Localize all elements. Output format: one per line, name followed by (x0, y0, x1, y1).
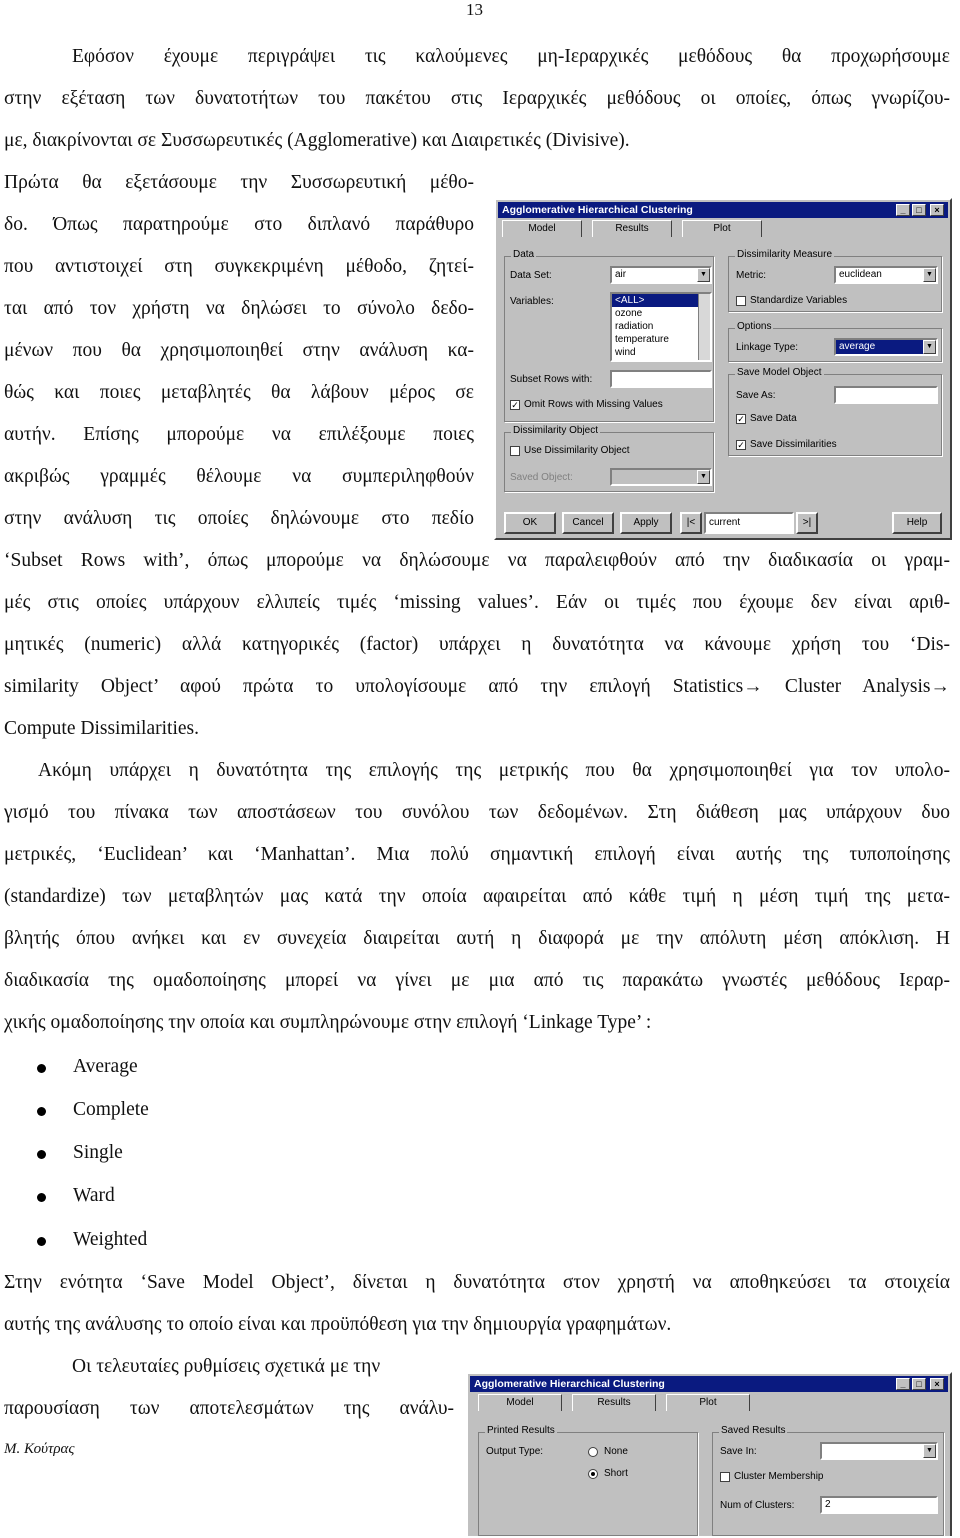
text-line: βλητής όπου ανήκει και εν συνεχεία διαιρείται αυτή η διαφορά με την απόλυτη μέση απόκλιση. Η (4, 928, 950, 949)
data-set-label: Data Set: (510, 270, 552, 281)
output-type-label: Output Type: (486, 1446, 544, 1457)
text-line: similarity Object’ αφού πρώτα το υπολογίσουμε από την επιλογή Statistics→ Cluster Analysis→ (4, 676, 950, 697)
list-item: Single (73, 1142, 123, 1163)
chevron-down-icon: ▼ (697, 470, 710, 484)
save-as-input[interactable] (834, 386, 938, 404)
use-dissimilarity-label: Use Dissimilarity Object (524, 445, 630, 456)
text-line: μητικές (numeric) αλλά κατηγορικές (factor) υπάρχει η δυνατότητα να κάνουμε χρήση του ‘Dis- (4, 634, 950, 655)
subset-rows-label: Subset Rows with: (510, 374, 593, 385)
text-line: μένων που θα χρησιμοποιηθεί στην ανάλυση κα- (4, 340, 474, 361)
text-line: Οι τελευταίες ρυθμίσεις σχετικά με την (72, 1356, 381, 1377)
text-line: ‘Subset Rows with’, όπως μπορούμε να δηλώσουμε να παραλειφθούν από την διαδικασία οι γραμ- (4, 550, 950, 571)
text-line: χικής ομαδοποίησης την οποία και συμπληρώνουμε στην επιλογή ‘Linkage Type’ : (4, 1012, 652, 1033)
close-button[interactable]: × (930, 1378, 944, 1390)
tab-plot[interactable]: Plot (666, 1394, 750, 1411)
metric-label: Metric: (736, 270, 766, 281)
num-clusters-input[interactable]: 2 (820, 1496, 938, 1514)
text-line: Ακόμη υπάρχει η δυνατότητα της επιλογής της μετρικής που θα χρησιμοποιηθεί για τον υπολο- (38, 760, 950, 781)
cluster-membership-label: Cluster Membership (734, 1471, 824, 1482)
bullet-icon (37, 1237, 46, 1246)
chevron-down-icon[interactable]: ▼ (697, 268, 710, 282)
footer-author: Μ. Κούτρας (4, 1441, 75, 1457)
agglomerative-dialog-model (494, 198, 952, 540)
tab-plot[interactable]: Plot (682, 220, 762, 237)
linkage-type-combo[interactable]: average ▼ (834, 338, 938, 356)
text-line: θώς και ποιες μεταβλητές θα λάβουν μέρος σε (4, 382, 474, 403)
save-dissimilarities-checkbox[interactable]: ✓ (737, 440, 745, 450)
text-line: (standardize) των μεταβλητών μας κατά την οποία αφαιρείται από κάθε τιμή η μέση τιμή της μετα- (4, 886, 950, 907)
list-item: Average (73, 1056, 138, 1077)
standardize-checkbox[interactable] (736, 296, 746, 306)
text-line: αυτήν. Επίσης μπορούμε να επιλέξουμε ποιες (4, 424, 474, 445)
save-in-combo[interactable] (820, 1442, 938, 1460)
tab-results[interactable]: Results (572, 1394, 656, 1411)
text-line: Compute Dissimilarities. (4, 718, 199, 739)
bullet-icon (37, 1107, 46, 1116)
data-set-combo[interactable]: air ▼ (610, 266, 712, 284)
agglomerative-dialog-results (466, 1372, 952, 1536)
text-line: μές στις οποίες υπάρχουν ελλιπείς τιμές ‘missing values’. Εάν οι τιμές που έχουμε δεν είναι αριθ- (4, 592, 950, 613)
text-line: στην εξέταση των δυνατοτήτων του πακέτου στις Ιεραρχικές μεθόδους οι οποίες, όπως γνωρίζου- (4, 88, 950, 109)
tab-results[interactable]: Results (592, 220, 672, 237)
text-line: δο. Όπως παρατηρούμε στο διπλανό παράθυρο (4, 214, 474, 235)
saved-object-label: Saved Object: (510, 472, 573, 483)
use-dissimilarity-checkbox[interactable] (510, 446, 520, 456)
dissimilarity-measure-label: Dissimilarity Measure (737, 249, 833, 260)
saved-results-label: Saved Results (721, 1425, 786, 1436)
minimize-button[interactable]: _ (896, 1378, 910, 1390)
text-line: αυτής της ανάλυσης το οποίο είναι και προϋπόθεση για την δημιουργία γραφημάτων. (4, 1314, 672, 1335)
short-radio[interactable] (588, 1469, 598, 1479)
omit-missing-checkbox[interactable]: ✓ (511, 400, 519, 410)
chevron-down-icon[interactable]: ▼ (923, 340, 936, 354)
text-line: παρουσίαση των αποτελεσμάτων της ανάλυ- (4, 1398, 454, 1419)
list-item: Complete (73, 1099, 149, 1120)
dialog-title: Agglomerative Hierarchical Clustering (502, 204, 693, 216)
tab-model[interactable]: Model (478, 1394, 562, 1411)
text-line: διαδικασία της ομαδοποίησης μπορεί να γίνει με μια από τις παρακάτω γνωστές μεθόδους Ιεραρ- (4, 970, 950, 991)
current-field[interactable]: current (704, 512, 794, 534)
apply-button[interactable]: Apply (620, 512, 672, 534)
num-clusters-label: Num of Clusters: (720, 1500, 795, 1511)
save-as-label: Save As: (736, 390, 776, 401)
short-label: Short (604, 1468, 628, 1479)
text-line: στην ανάλυση τις οποίες δηλώνουμε στο πεδίο (4, 508, 474, 529)
list-item: Weighted (73, 1229, 148, 1250)
bullet-icon (37, 1193, 46, 1202)
save-data-label: Save Data (750, 413, 797, 424)
next-button[interactable]: >| (796, 512, 818, 534)
linkage-type-label: Linkage Type: (736, 342, 799, 353)
text-line: Εφόσον έχουμε περιγράψει τις καλούμενες μη-Ιεραρχικές μεθόδους θα προχωρήσουμε (72, 46, 950, 67)
ok-button[interactable]: OK (504, 512, 556, 534)
none-radio[interactable] (588, 1447, 598, 1457)
close-button[interactable]: × (930, 204, 944, 216)
dialog-title-bar (470, 1376, 948, 1392)
chevron-down-icon[interactable]: ▼ (923, 268, 936, 282)
metric-combo[interactable]: euclidean ▼ (834, 266, 938, 284)
text-line: μετρικές, ‘Euclidean’ και ‘Manhattan’. Μια πολύ σημαντική επιλογή είναι αυτής της τυποποίησης (4, 844, 950, 865)
minimize-button[interactable]: _ (896, 204, 910, 216)
maximize-button[interactable]: □ (912, 1378, 926, 1390)
variables-label: Variables: (510, 296, 554, 307)
saved-object-combo (610, 468, 712, 486)
text-line: γισμό του πίνακα των αποστάσεων του συνόλου των δεδομένων. Στη διάθεση μας υπάρχουν δυο (4, 802, 950, 823)
subset-rows-input[interactable] (610, 370, 712, 388)
options-label: Options (737, 321, 772, 332)
standardize-label: Standardize Variables (750, 295, 848, 306)
omit-missing-label: Omit Rows with Missing Values (524, 399, 663, 410)
none-label: None (604, 1446, 628, 1457)
data-group-label: Data (513, 249, 535, 260)
text-line: Πρώτα θα εξετάσουμε την Συσσωρευτική μέθο- (4, 172, 474, 193)
save-in-label: Save In: (720, 1446, 757, 1457)
page-number: 13 (466, 0, 483, 19)
text-line: ται από τον χρήστη να δηλώσει το σύνολο δεδο- (4, 298, 474, 319)
cancel-button[interactable]: Cancel (562, 512, 614, 534)
help-button[interactable]: Help (892, 512, 942, 534)
dialog-title-bar (498, 202, 948, 218)
bullet-icon (37, 1064, 46, 1073)
list-item[interactable]: ozone (615, 308, 643, 319)
previous-button[interactable]: |< (680, 512, 702, 534)
save-model-label: Save Model Object (737, 367, 822, 378)
save-data-checkbox[interactable]: ✓ (737, 414, 745, 424)
maximize-button[interactable]: □ (912, 204, 926, 216)
list-item[interactable]: temperature (615, 334, 669, 345)
list-item[interactable]: wind (615, 347, 636, 358)
printed-results-label: Printed Results (487, 1425, 555, 1436)
text-line: που αντιστοιχεί στη συγκεκριμένη μέθοδο, ζητεί- (4, 256, 474, 277)
tab-model[interactable]: Model (502, 220, 582, 237)
scrollbar[interactable] (698, 294, 710, 360)
chevron-down-icon[interactable]: ▼ (923, 1444, 936, 1458)
variables-listbox[interactable] (610, 292, 712, 362)
list-item[interactable]: <ALL> (612, 294, 710, 307)
dissimilarity-object-label: Dissimilarity Object (513, 425, 599, 436)
text-line: με, διακρίνονται σε Συσσωρευτικές (Agglomerative) και Διαιρετικές (Divisive). (4, 130, 630, 151)
cluster-membership-checkbox[interactable] (720, 1472, 730, 1482)
bullet-icon (37, 1150, 46, 1159)
list-item[interactable]: radiation (615, 321, 654, 332)
save-dissimilarities-label: Save Dissimilarities (750, 439, 837, 450)
text-line: Στην ενότητα ‘Save Model Object’, δίνεται η δυνατότητα στον χρηστή να αποθηκεύσει τα στοιχεία (4, 1272, 950, 1293)
text-line: ακριβώς γραμμές θέλουμε να συμπεριληφθούν (4, 466, 474, 487)
dialog-title: Agglomerative Hierarchical Clustering (474, 1378, 665, 1390)
list-item: Ward (73, 1185, 115, 1206)
